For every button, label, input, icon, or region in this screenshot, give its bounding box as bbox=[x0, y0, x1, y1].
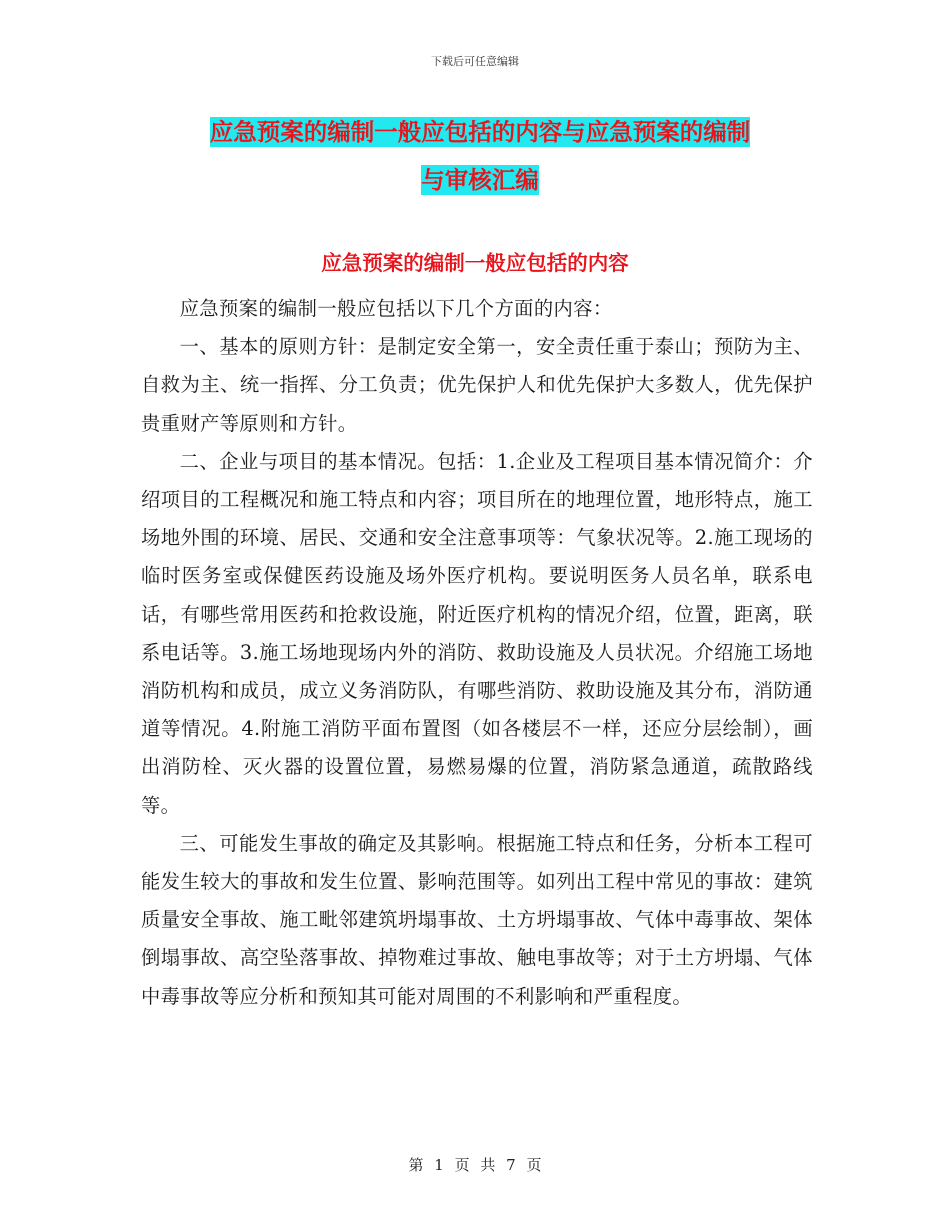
paragraph-principles: 一、基本的原则方针：是制定安全第一，安全责任重于泰山；预防为主、自救为主、统一指挥、分工负责；优先保护人和优先保护大多数人，优先保护贵重财产等原则和方针。 bbox=[141, 335, 813, 435]
paragraph-intro: 应急预案的编制一般应包括以下几个方面的内容： bbox=[179, 297, 613, 320]
header-note: 下载后可任意编辑 bbox=[431, 55, 519, 68]
document-title bbox=[140, 108, 820, 204]
page-number-footer: 第 1 页 共 7 页 bbox=[408, 1156, 542, 1174]
document-title-line-2: 与审核汇编 bbox=[421, 166, 539, 194]
section-title: 应急预案的编制一般应包括的内容 bbox=[321, 251, 629, 275]
paragraph-basic-info: 二、企业与项目的基本情况。包括：1.企业及工程项目基本情况简介：介绍项目的工程概况和施工特点和内容；项目所在的地理位置，地形特点，施工场地外围的环境、居民、交通和安全注意事项等：气象状况等。2.施工现场的临时医务室或保健医药设施及场外医疗机构。要说明医务人员名单，联系电话，有哪些常用医药和抢救设施，附近医疗机构的情况介绍，位置，距离，联系电话等。3.施工场地现场内外的消防、救助设施及人员状况。介绍施工场地消防机构和成员，成立义务消防队，有哪些消防、救助设施及其分布，消防通道等情况。4.附施工消防平面布置图（如各楼层不一样，还应分层绘制），画出消防栓、灭火器的设置位置，易燃易爆的位置，消防紧急通道，疏散路线等。 bbox=[141, 449, 813, 817]
document-title-line-1: 应急预案的编制一般应包括的内容与应急预案的编制 bbox=[209, 118, 751, 146]
document-body bbox=[141, 290, 813, 1016]
paragraph-accidents: 三、可能发生事故的确定及其影响。根据施工特点和任务，分析本工程可能发生较大的事故和发生位置、影响范围等。如列出工程中常见的事故：建筑质量安全事故、施工毗邻建筑坍塌事故、土方坍塌事故、气体中毒事故、架体倒塌事故、高空坠落事故、掉物难过事故、触电事故等；对于土方坍塌、气体中毒事故等应分析和预知其可能对周围的不利影响和严重程度。 bbox=[141, 831, 813, 1008]
